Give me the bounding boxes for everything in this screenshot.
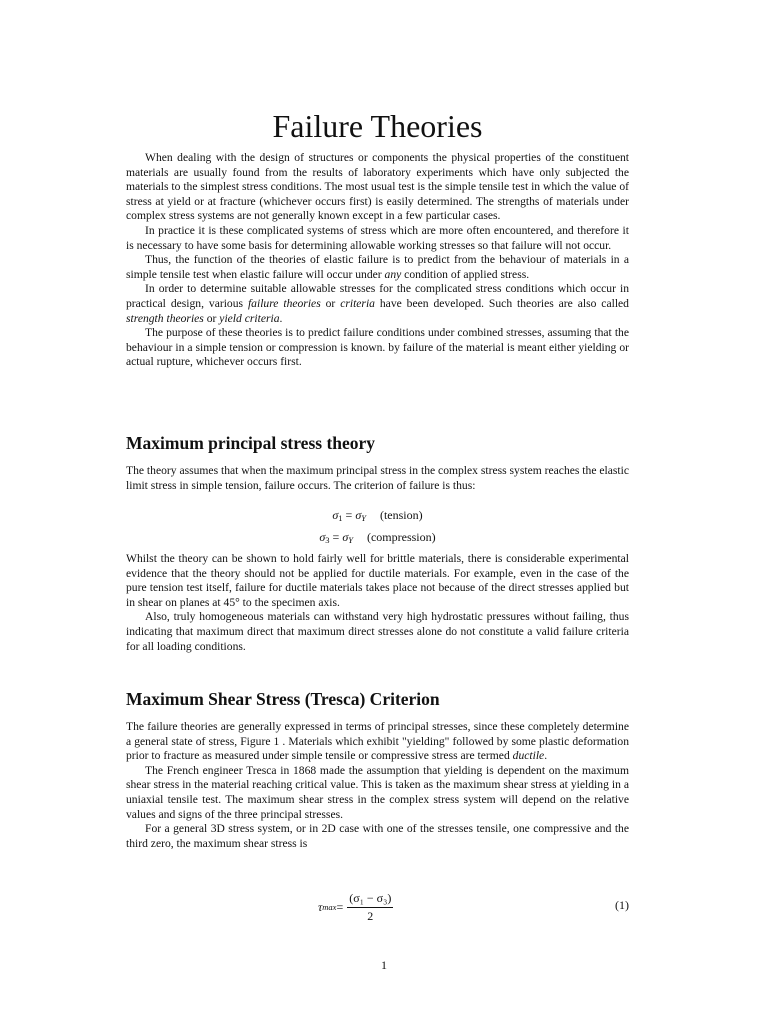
section2-paragraph-1: The failure theories are generally expressed in terms of principal stresses, since these completely determine a general state of stress, Figure 1 . Materials which exhibit "yielding" followed by some plastic deformation prior to fracture as measured under simple tensile or compressive stress are termed ductile. bbox=[126, 720, 629, 763]
intro-paragraph-3: Thus, the function of the theories of elastic failure is to predict from the behaviour of materials in a simple tensile test when elastic failure will occur under any condition of applied stress. bbox=[126, 253, 629, 281]
page-number: 1 bbox=[381, 958, 387, 972]
page-title: Failure Theories bbox=[272, 108, 483, 144]
fraction-numerator: (σ₁ − σ₃) bbox=[347, 891, 393, 908]
section1-intro bbox=[126, 464, 629, 493]
section1-paragraph-1: The theory assumes that when the maximum principal stress in the complex stress system reaches the elastic limit stress in simple tension, failure occurs. The criterion of failure is thus: bbox=[126, 464, 629, 492]
section1-body bbox=[126, 552, 629, 654]
equation-compression: $\sigma_3 = \sigma_Y$ (compression) bbox=[319, 530, 436, 545]
section-heading-tresca: Maximum Shear Stress (Tresca) Criterion bbox=[126, 689, 440, 709]
intro-paragraph-1: When dealing with the design of structures or components the physical properties of the constituent materials are usually found from the results of laboratory experiments which have only subjected the materials to the simplest stress conditions. The most usual test is the simple tensile test in which the value of stress at yield or at fracture (whichever occurs first) is easily determined. The strengths of materials under complex stress systems are not generally known except in a few particular cases. bbox=[126, 151, 629, 223]
section2-body bbox=[126, 720, 629, 851]
fraction bbox=[347, 891, 393, 924]
equation-number: (1) bbox=[615, 898, 629, 912]
intro-paragraph-4: In order to determine suitable allowable stresses for the complicated stress conditions which occur in practical design, various failure theories or criteria have been developed. Such theories are also called strength theories or yield criteria. bbox=[126, 282, 629, 325]
intro-paragraph-2: In practice it is these complicated systems of stress which are more often encountered, and therefore it is necessary to have some basis for determining allowable working stresses so that failure will not occur. bbox=[126, 223, 629, 252]
section-heading-max-principal: Maximum principal stress theory bbox=[126, 433, 376, 453]
fraction-denominator: 2 bbox=[367, 908, 374, 923]
intro-section bbox=[126, 151, 629, 370]
section1-paragraph-2: Whilst the theory can be shown to hold fairly well for brittle materials, there is considerable experimental evidence that the theory should not be applied for ductile materials. For example, even in the case of the pure tension test itself, failure for ductile materials takes place not because of the direct stresses applied but in shear on planes at 45° to the specimen axis. bbox=[126, 552, 629, 609]
equation-max-shear: τ max = $\frac{\text{(σ₁ − σ₃)}}{2}$ (1) bbox=[318, 890, 629, 923]
section2-paragraph-3: For a general 3D stress system, or in 2D case with one of the stresses tensile, one compressive and the third zero, the maximum shear stress is bbox=[126, 822, 629, 850]
intro-paragraph-5: The purpose of these theories is to predict failure conditions under combined stresses, assuming that the behaviour in a simple tension or compression is known. by failure of the material is meant either yielding or actual rupture, whichever occurs first. bbox=[126, 326, 629, 369]
equation-tension: $\sigma_1 = \sigma_Y$ (tension) bbox=[332, 508, 423, 523]
section1-paragraph-3: Also, truly homogeneous materials can withstand very high hydrostatic pressures without failing, thus indicating that maximum direct that maximum direct stresses alone do not constitute a valid failure criteria for all loading conditions. bbox=[126, 610, 629, 653]
section2-paragraph-2: The French engineer Tresca in 1868 made the assumption that yielding is dependent on the maximum shear stress in the material reaching critical value. This is taken as the maximum shear stress at yielding in a uniaxial tensile test. The maximum shear stress in the complex stress system will depend on the relative values and signs of the three principal stresses. bbox=[126, 763, 629, 821]
